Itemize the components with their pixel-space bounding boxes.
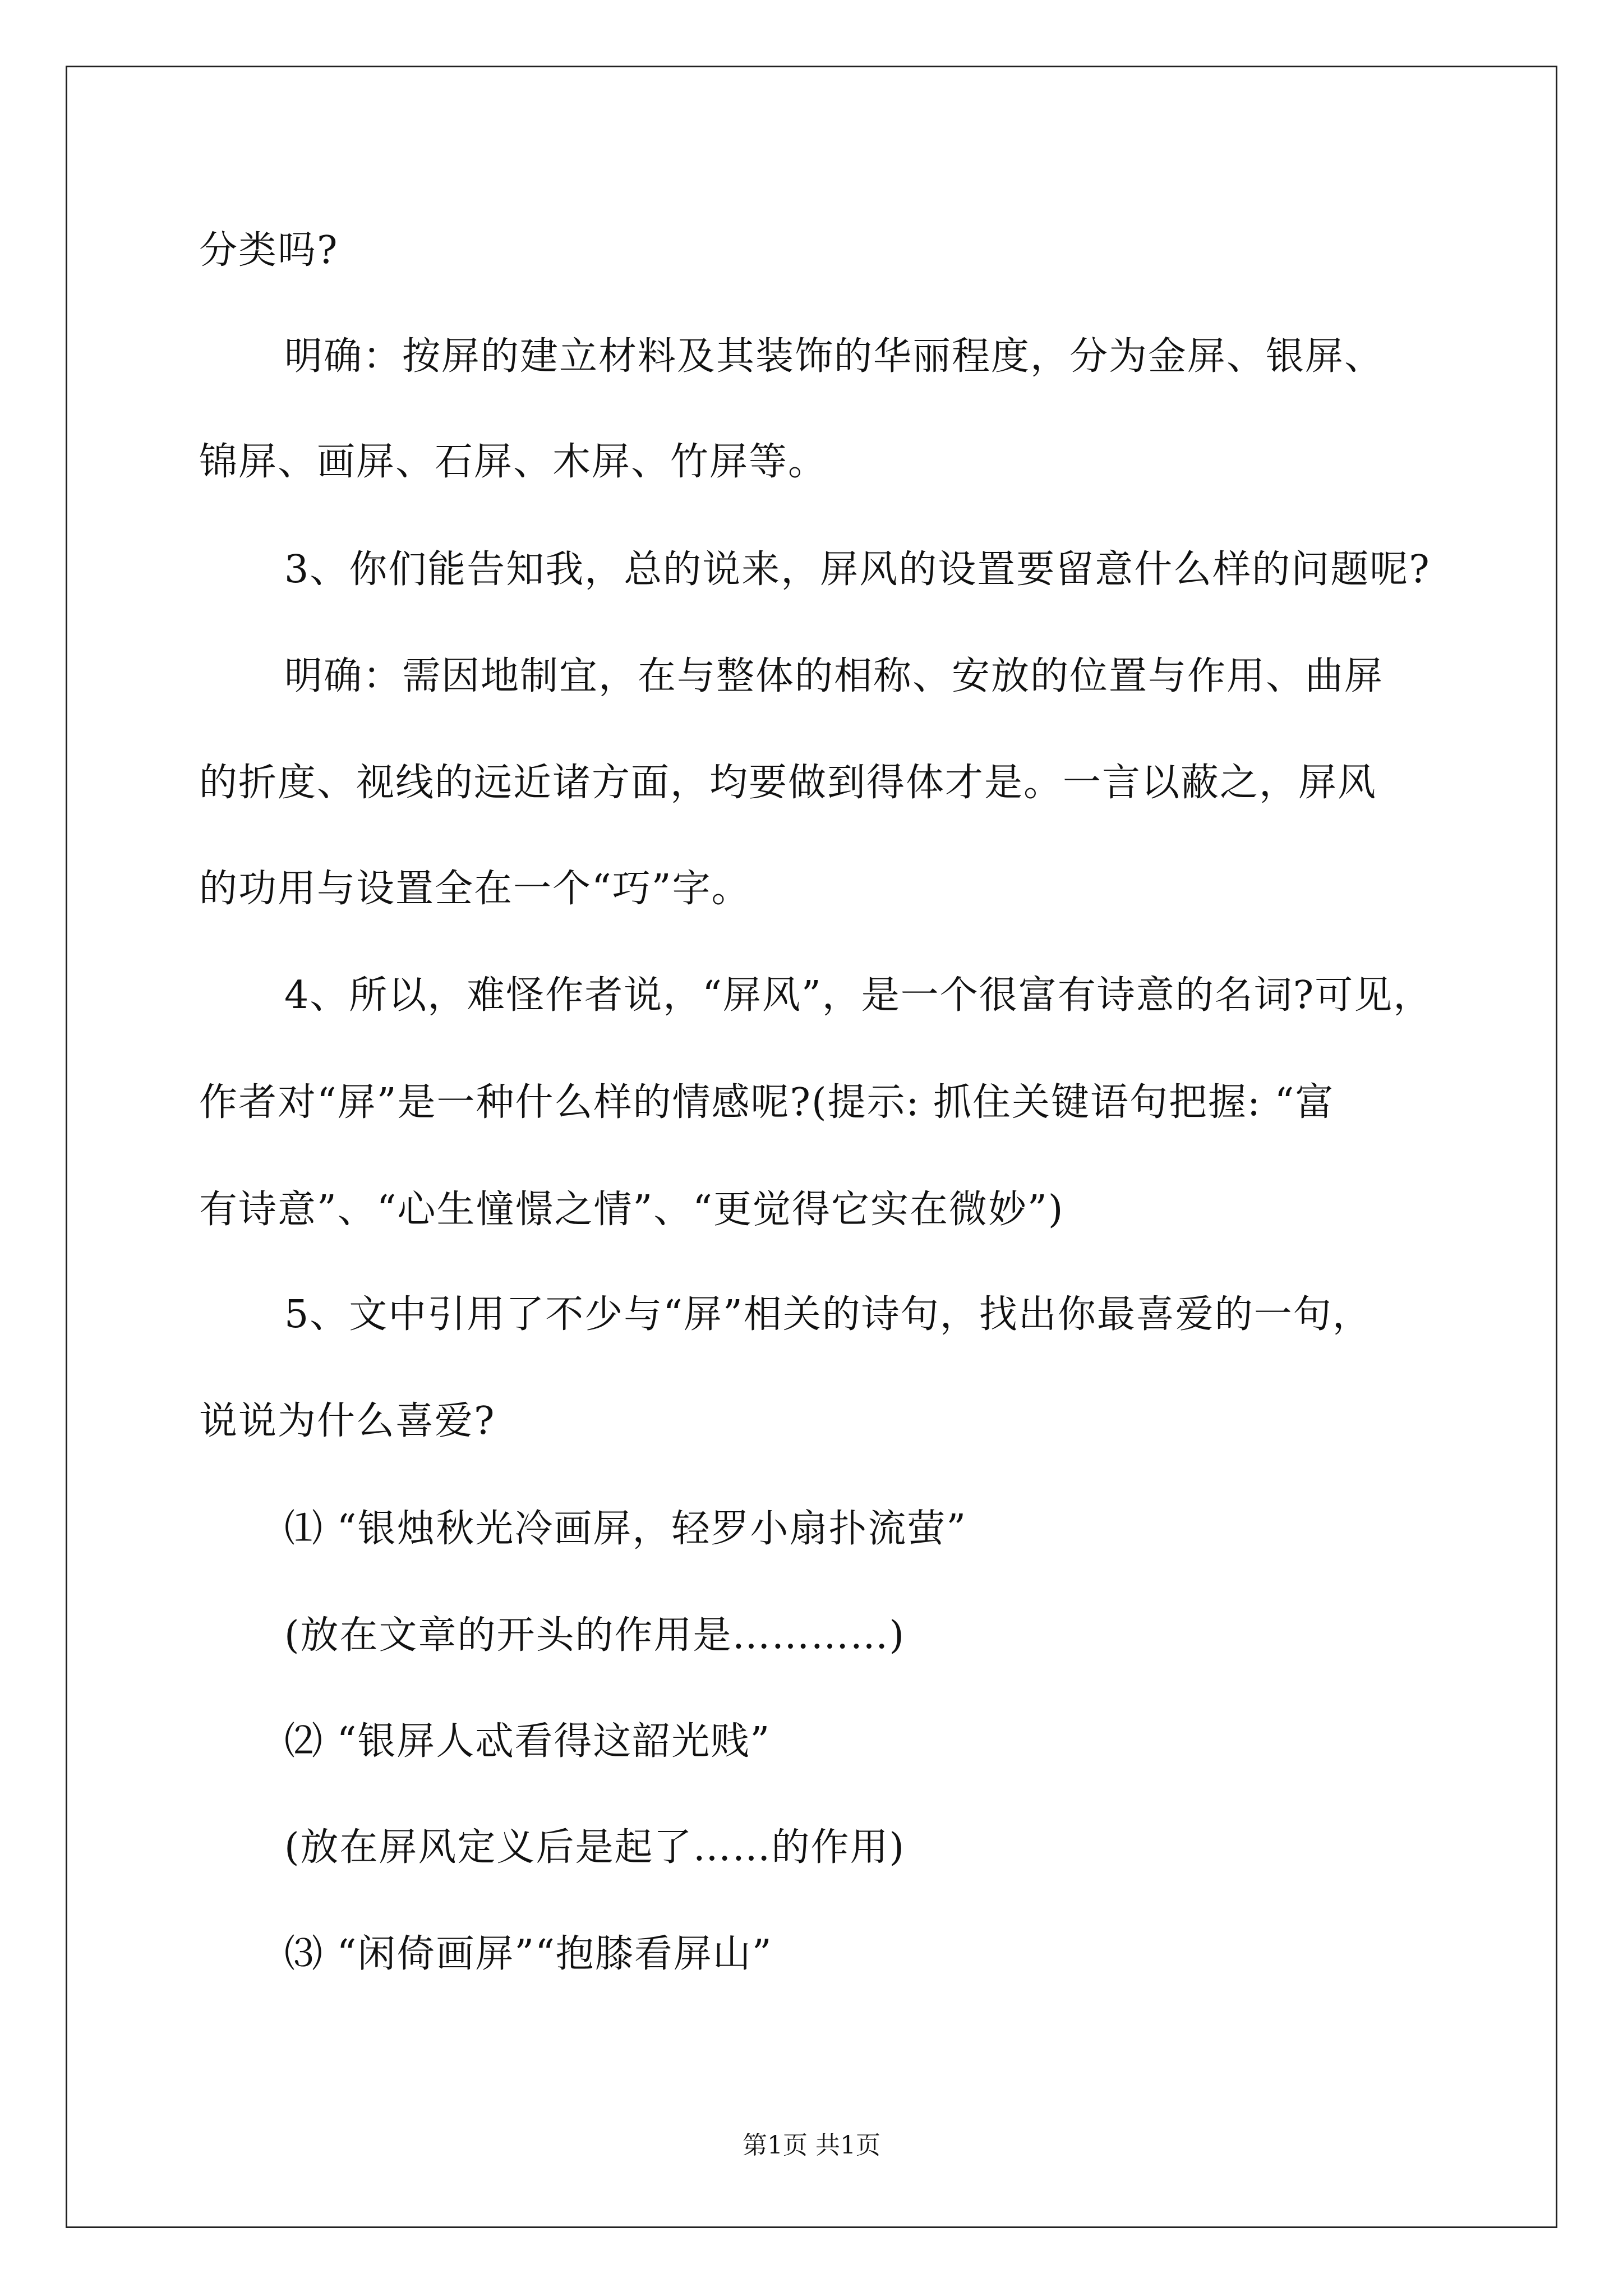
text-line: ⑶ “闲倚画屏”“抱膝看屏山” bbox=[284, 1932, 773, 1976]
text-line: 明确：按屏的建立材料及其装饰的华丽程度，分为金屏、银屏、 bbox=[284, 334, 1384, 379]
page-footer: 第1页 共1页 bbox=[743, 2131, 880, 2160]
text-line: (放在文章的开头的作用是…………) bbox=[284, 1613, 906, 1658]
text-line: ⑴ “银烛秋光冷画屏，轻罗小扇扑流萤” bbox=[284, 1507, 967, 1551]
text-line: 分类吗? bbox=[199, 228, 339, 273]
text-line: ⑵ “银屏人忒看得这韶光贱” bbox=[284, 1719, 771, 1764]
text-line: 有诗意”、“心生憧憬之情”、“更觉得它实在微妙”) bbox=[199, 1188, 1064, 1232]
text-line: 锦屏、画屏、石屏、木屏、竹屏等。 bbox=[199, 440, 828, 484]
text-line: 3、你们能告知我，总的说来，屏风的设置要留意什么样的问题呢? bbox=[284, 547, 1431, 592]
text-line: (放在屏风定义后是起了……的作用) bbox=[284, 1825, 906, 1870]
text-line: 5、文中引用了不少与“屏”相关的诗句，找出你最喜爱的一句， bbox=[284, 1292, 1372, 1337]
text-line: 的折度、视线的远近诸方面，均要做到得体才是。一言以蔽之，屏风 bbox=[199, 761, 1377, 805]
text-line: 明确：需因地制宜，在与整体的相称、安放的位置与作用、曲屏 bbox=[284, 654, 1384, 698]
page-border bbox=[66, 66, 1557, 2228]
text-line: 4、所以，难怪作者说，“屏风”，是一个很富有诗意的名词?可见， bbox=[284, 973, 1433, 1018]
text-line: 说说为什么喜爱? bbox=[199, 1399, 496, 1443]
text-line: 作者对“屏”是一种什么样的情感呢?(提示: 抓住关键语句把握: “富 bbox=[199, 1080, 1335, 1125]
text-line: 的功用与设置全在一个“巧”字。 bbox=[199, 867, 751, 911]
